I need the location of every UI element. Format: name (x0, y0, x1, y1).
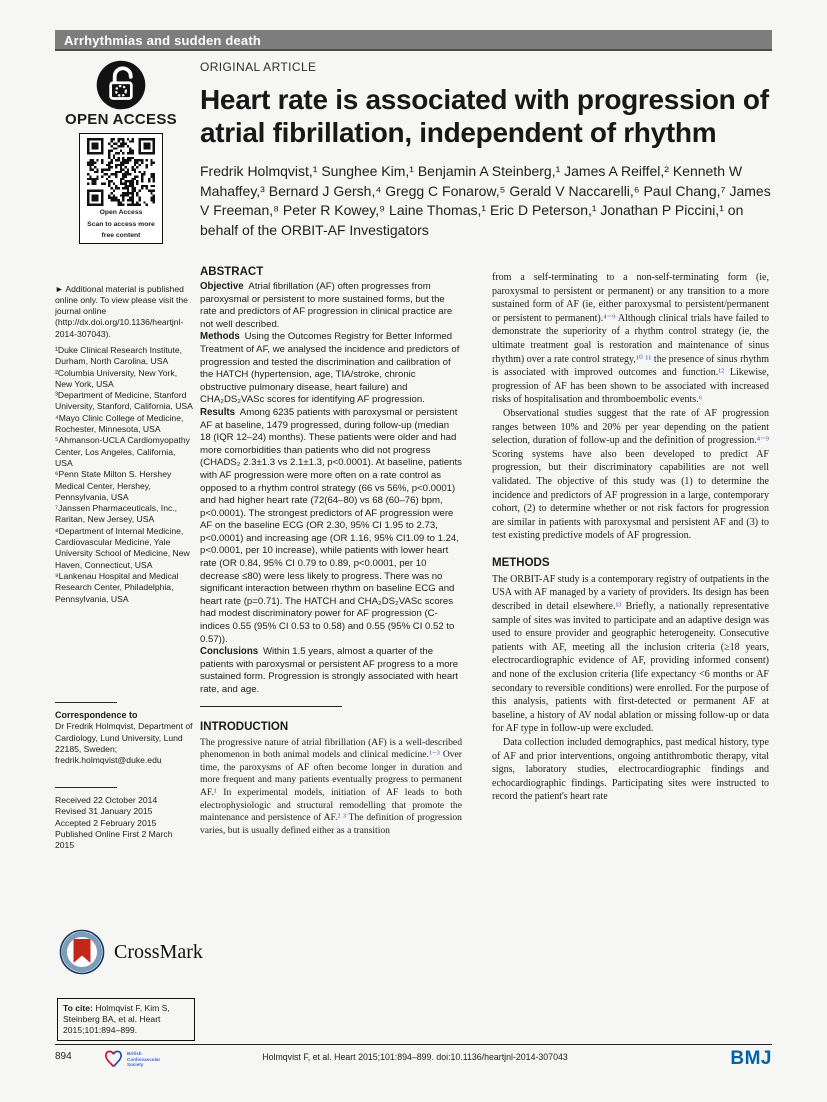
abstract-section (200, 331, 462, 407)
to-cite-box (57, 998, 195, 1041)
history-line: Published Online First 2 March 2015 (55, 828, 173, 851)
affiliation: ⁶Penn State Milton S. Hershey Medical Center, Hershey, Pennsylvania, USA (55, 469, 172, 502)
correspondence-heading: Correspondence to (55, 710, 138, 720)
abstract-section-label: Results (200, 406, 235, 418)
affiliation: ⁷Janssen Pharmaceuticals, Inc., Raritan, New Jersey, USA (55, 503, 178, 525)
page-number: 894 (55, 1051, 72, 1062)
bcs-logo (103, 1048, 160, 1071)
qr-caption-line: Open Access (99, 209, 143, 217)
right-column (492, 271, 769, 804)
history-line: Revised 31 January 2015 (55, 806, 153, 817)
affiliation: ³Department of Medicine, Stanford University, Stanford, California, USA (55, 390, 193, 412)
affiliation: ²Columbia University, New York, New York, USA (55, 367, 178, 389)
open-access-lock-icon (94, 58, 148, 112)
open-access-label: OPEN ACCESS (65, 111, 177, 128)
introduction-paragraph: The progressive nature of atrial fibrillation (AF) is a well-described phenomenon in both animal models and clinical medicine.¹⁻³ Over time, the paroxysms of AF often become longer in duration and more frequent and many patients eventually progress to permanent AF.¹ In experimental models, initiation of AF leads to both electrophysiologic and structural remodelling that promote the maintenance and persistence of AF.² ³ The definition of progression varies, but is usually defined either as a transition (200, 736, 462, 836)
affiliation: ⁵Ahmanson-UCLA Cardiomyopathy Center, Los Angeles, California, USA (55, 435, 190, 468)
affiliation-list (55, 345, 193, 605)
qr-caption-line: Scan to access more (87, 220, 155, 228)
topic-banner (55, 30, 772, 51)
divider (55, 702, 117, 703)
abstract-section (200, 281, 462, 331)
abstract-section-text: Among 6235 patients with paroxysmal or persistent AF at baseline, 1479 progressed, during follow-up (median 18 (IQR 12–24) months). These patients were older and had more comorbidities than patients who did not progress (CHADS₂ 2.3±1.3 vs 2.1±1.3, p<0.0001). At baseline, patients with AF progression were more often on a rate control as opposed to a rhythm control strategy (66 vs 56%, p<0.0001) and had higher heart rate (72(64–80) vs 68 (60–76) bpm, p<0.0001). The strongest predictors of AF progression were AF on the baseline ECG (OR 2.30, 95% CI 1.95 to 2.73, p<0.0001) and increasing age (OR 1.16, 95% CI1.09 to 1.24, p<0.0001, per 10 increase), while patients with lower heart rate (OR 0.84, 95% CI 0.79 to 0.89, p<0.0001, per 10 decrease ≤80) were less likely to progress. There was no significant interaction between rhythm on baseline ECG and heart rate (p=0.71). The HATCH and CHA₂DS₂VASc scores had modest discriminatory power for AF progression (C-indices 0.55 (95% CI 0.53 to 0.58) and 0.55 (95% CI 0.52 to 0.57)). (200, 406, 462, 645)
abstract-section-label: Objective (200, 281, 244, 292)
article-title: Heart rate is associated with progression of atrial fibrillation, independent of rhythm (200, 84, 769, 148)
open-access-badge (55, 58, 187, 244)
abstract-heading: ABSTRACT (200, 266, 264, 278)
abstract-section-label: Conclusions (200, 646, 259, 658)
additional-material-note: ► Additional material is published online only. To view please visit the journal online (http://dx.doi.org/10.1136/heartjnl-2014-307043). (55, 283, 188, 339)
qr-caption-line: free content (101, 231, 141, 239)
left-sidebar (55, 58, 193, 851)
introduction-heading: INTRODUCTION (200, 720, 289, 733)
affiliation: ¹Duke Clinical Research Institute, Durham, North Carolina, USA (55, 345, 183, 367)
to-cite-text: Holmqvist F, Kim S, Steinberg BA, et al. Heart 2015;101:894–899. (63, 1003, 170, 1035)
affiliation: ⁴Mayo Clinic College of Medicine, Rochester, Minnesota, USA (55, 412, 184, 435)
to-cite-label: To cite: (63, 1003, 93, 1013)
correspondence-text: Dr Fredrik Holmqvist, Department of Cardiology, Lund University, Lund 22185, Sweden; fredrik.holmqvist@duke.edu (55, 721, 193, 766)
article-kicker: ORIGINAL ARTICLE (200, 60, 317, 74)
affiliation: ⁹Lankenau Hospital and Medical Research Center, Philadelphia, Pennsylvania, USA (55, 570, 179, 604)
body-paragraph: Observational studies suggest that the rate of AF progression ranges between 10% and 20% per year depending on the patient selection, duration of follow-up and the definition of progression.⁴⁻⁹ Scoring systems have also been developed to predict AF progression, but their discriminatory capabilities are not well validated. The objective of this study was (1) to determine the incidence and predictors of AF progression in a large, contemporary cohort, (2) to determine whether or not risk factors for progression are similar in patients with paroxysmal and persistent AF and (3) to test existing predictive models of AF progression. (492, 407, 769, 542)
body-paragraph: from a self-terminating to a non-self-terminating form (ie, paroxysmal to persistent or permanent) or any transition to a more sustained form of AF (ie, either paroxysmal to persistent/permanent or persistent to permanent).⁴⁻⁹ Although clinical trials have failed to demonstrate the superiority of a rhythm control strategy (ie, the ultimate treatment goal is restoration and maintenance of sinus rhythm) over a rate control strategy,¹⁰ ¹¹ the presence of sinus rhythm is associated with improved outcomes and function.¹² Likewise, progression of AF has been shown to be associated with increased risks of hospitalisation and thromboembolic events.⁶ (492, 272, 769, 406)
topic-banner-label: Arrhythmias and sudden death (64, 33, 262, 48)
abstract-section-text: Using the Outcomes Registry for Better Informed Treatment of AF, we analysed the incidence and predictors of progression and tested the discrimination and calibration of the HATCH (hypertension, age, TIA/stroke, chronic obstructive pulmonary disease, heart failure) and CHA₂DS₂VASc scores for identifying AF progression. (200, 331, 460, 406)
article-history (55, 780, 193, 851)
crossmark-label: CrossMark (114, 940, 203, 963)
abstract-section (200, 407, 462, 646)
history-line: Accepted 2 February 2015 (55, 817, 157, 828)
section-divider (200, 706, 342, 707)
footer-divider (55, 1044, 772, 1045)
footer-citation: Holmqvist F, et al. Heart 2015;101:894–899. doi:10.1136/heartjnl-2014-307043 (262, 1052, 568, 1062)
bmj-logo: BMJ (730, 1048, 772, 1069)
qr-code (87, 138, 155, 206)
divider (55, 787, 117, 788)
abstract-section-text: Within 1.5 years, almost a quarter of the patients with paroxysmal or persistent AF progress to a more sustained form. Progression is strongly associated with heart rate, and age. (200, 646, 459, 695)
bcs-text-line: Society (127, 1062, 144, 1068)
bcs-text-line: Cardiovascular (127, 1056, 161, 1062)
crossmark-logo (58, 928, 203, 976)
bcs-logo-text (127, 1051, 160, 1067)
correspondence-block (55, 695, 193, 766)
abstract-section (200, 646, 462, 696)
body-paragraph: The ORBIT-AF study is a contemporary registry of outpatients in the USA with AF managed by a variety of providers. Its design has been described in detail elsewhere.¹³ Briefly, a nationally representative sample of sites was invited to participate and an adaptive design was used to ensure provider and geographic heterogeneity. Consecutive patients with AF, meeting all the inclusion criteria (≥18 years, electrocardiographic evidence of AF, providing informed consent) and none of the exclusion criteria (life expectancy <6 months or AF secondary to reversible conditions) were enrolled. For the purpose of this analysis, patients with first-detected or permanent AF at baseline, a history of AV nodal ablation or missing follow-up or data for AF type in follow-up were excluded. (492, 573, 769, 735)
abstract-section-text: Atrial fibrillation (AF) often progresses from paroxysmal or persistent to more sustained forms, but the rate and predictors of AF progression in clinical practice are not well described. (200, 281, 453, 330)
methods-heading: METHODS (492, 556, 550, 569)
bcs-text-line: British (127, 1051, 142, 1057)
article-authors: Fredrik Holmqvist,¹ Sunghee Kim,¹ Benjamin A Steinberg,¹ James A Reiffel,² Kenneth W Mahaffey,³ Bernard J Gersh,⁴ Gregg C Fonarow,⁵ Gerald V Naccarelli,⁶ Paul Chang,⁷ James V Freeman,⁸ Peter R Kowey,⁹ Laine Thomas,¹ Eric D Peterson,¹ Jonathan P Piccini,¹ on behalf of the ORBIT-AF Investigators (200, 163, 771, 238)
body-paragraph: Data collection included demographics, past medical history, type of AF and prior interventions, ongoing antithrombotic therapy, vital signs, laboratory studies, electrocardiographic findings and echocardiographic findings. Participating sites were instructed to record the patient's heart rate (492, 737, 769, 803)
abstract-section-label: Methods (200, 331, 240, 343)
crossmark-icon (58, 928, 106, 976)
middle-column (200, 266, 462, 837)
bcs-heart-icon (103, 1048, 124, 1071)
affiliation: ⁸Department of Internal Medicine, Cardiovascular Medicine, Yale University School of Medicine, New Haven, Connecticut, USA (55, 525, 190, 570)
qr-box (79, 133, 163, 244)
history-line: Received 22 October 2014 (55, 795, 158, 805)
article-masthead (200, 60, 775, 240)
